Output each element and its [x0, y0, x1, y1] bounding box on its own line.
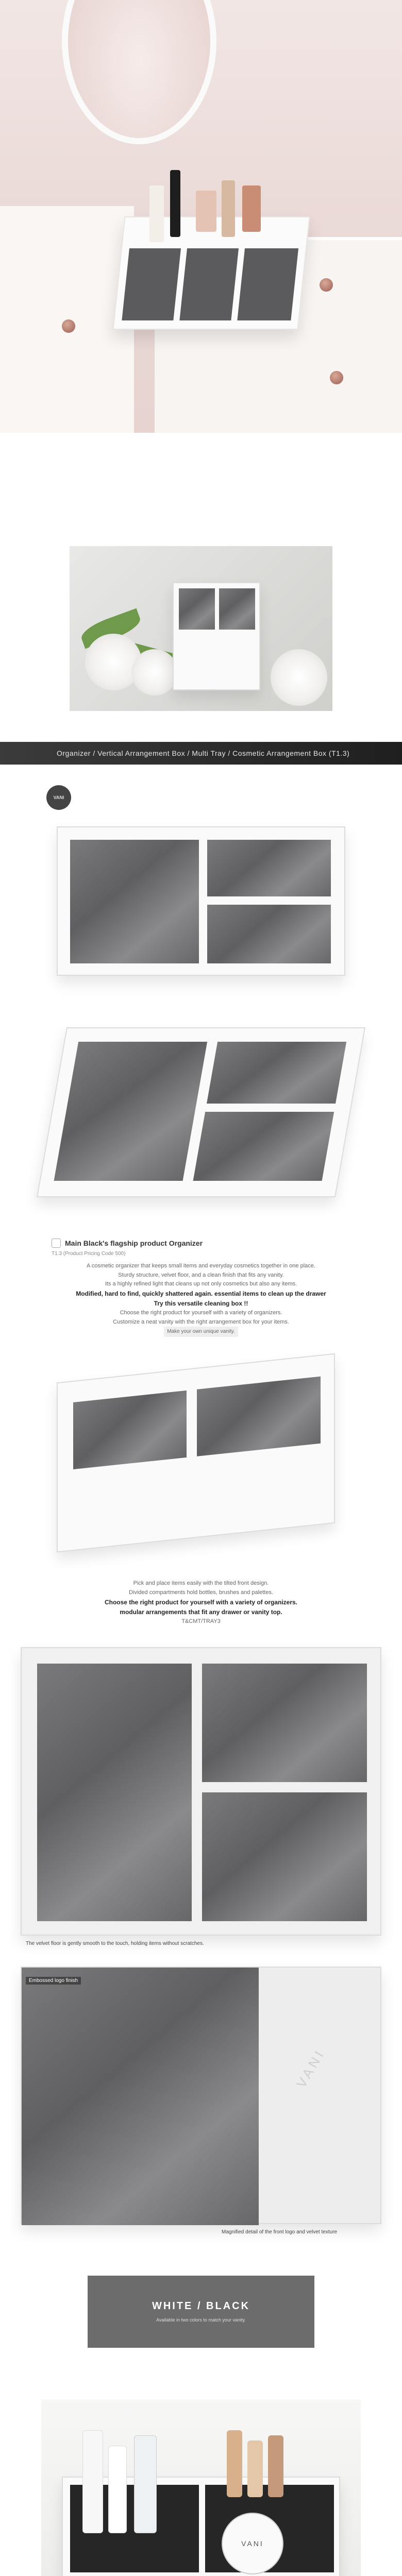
colors-banner — [0, 2245, 402, 2379]
closeup-velvet-section — [0, 1637, 402, 1956]
organizer-top-view — [57, 826, 345, 976]
product-view-angle-1 — [0, 765, 402, 1007]
product-view-side — [0, 1347, 402, 1574]
color-sub: Available in two colors to match your vanity. — [156, 2317, 246, 2323]
cosmetic-jar: VANI — [222, 2513, 283, 2574]
closeup-caption: The velvet floor is gently smooth to the touch, holding items without scratches. — [26, 1940, 204, 1946]
flower-organizer-photo — [70, 546, 332, 711]
organizer-with-cosmetics — [62, 2477, 340, 2576]
closeup-logo-section — [0, 1956, 402, 2245]
drawer-knob-icon — [330, 371, 343, 384]
description-small: Pick and place items easily with the tilted front design. — [133, 1580, 269, 1587]
cosmetic-bottle — [149, 185, 164, 242]
organizer-velvet-slot — [219, 588, 255, 630]
product-thumbnail-icon — [52, 1239, 61, 1248]
organizer-velvet-slot — [207, 1042, 346, 1104]
drawer-knob-icon — [62, 319, 75, 333]
brand-logo-badge: VANI — [46, 785, 71, 810]
description-emphasis: Choose the right product for yourself with a variety of organizers. — [104, 1598, 298, 1606]
description-line: A cosmetic organizer that keeps small items and everyday cosmetics together in one place. — [87, 1263, 315, 1269]
cosmetic-bottle — [227, 2430, 242, 2497]
closeup-velvet-slot — [202, 1664, 367, 1782]
flower — [131, 649, 178, 696]
colors-card — [88, 2276, 314, 2348]
closeup-velvet-panel — [22, 1968, 259, 2225]
organizer-velvet-slot — [179, 588, 215, 630]
description-line: Its a highly refined light that cleans up not only cosmetics but also any items. — [105, 1281, 297, 1287]
organizer-velvet-slot — [207, 840, 331, 896]
closeup-organizer-logo — [21, 1967, 381, 2224]
color-names: WHITE / BLACK — [152, 2300, 250, 2312]
product-title: Organizer / Vertical Arrangement Box / Multi Tray / Cosmetic Arrangement Box (T1.3) — [57, 749, 350, 757]
cosmetic-bottle — [247, 2441, 263, 2497]
organizer-velvet-slot — [73, 1391, 187, 1469]
description-heading-row — [52, 1239, 350, 1248]
description-small: Divided compartments hold bottles, brushes and palettes. — [128, 1589, 274, 1596]
description-heading: Main Black's flagship product Organizer — [65, 1239, 203, 1247]
organizer-slot — [237, 248, 298, 320]
closeup-caption: Magnified detail of the front logo and velvet texture — [222, 2229, 338, 2235]
description-note: T1.3 (Product Pricing Code 500) — [52, 1251, 126, 1257]
hero-vanity-photo — [0, 0, 402, 433]
closeup-velvet-slot — [37, 1664, 192, 1921]
vanity-mirror — [62, 0, 216, 144]
drawer-knob-icon — [320, 278, 333, 292]
description-emphasis: Modified, hard to find, quickly shattered again. essential items to clean up the drawer — [76, 1290, 326, 1297]
organizer-velvet-large-slot — [70, 840, 199, 963]
description-line: Sturdy structure, velvet floor, and a clean finish that fits any vanity. — [118, 1272, 284, 1278]
secondary-description — [0, 1574, 402, 1636]
organizer-slot — [179, 248, 239, 320]
description-highlight: Make your own unique vanity. — [164, 1327, 238, 1337]
product-tag: T&CMT/TRAY3 — [181, 1618, 221, 1624]
product-view-angle-2 — [0, 1007, 402, 1228]
cosmetic-bottle — [196, 191, 216, 232]
description-emphasis: modular arrangements that fit any drawer or vanity top. — [120, 1608, 282, 1616]
organizer-velvet-slot — [207, 905, 331, 963]
flower-organizer-photo-section — [0, 433, 402, 721]
cosmetic-bottle — [222, 180, 235, 237]
organizer-angled-view — [37, 1027, 365, 1197]
flower — [271, 649, 327, 706]
cosmetic-bottle — [108, 2446, 127, 2533]
cosmetic-bottle — [268, 2435, 283, 2497]
organizer-velvet-slot — [193, 1112, 334, 1181]
description-small: Customize a neat vanity with the right arrangement box for your items. — [113, 1318, 289, 1325]
product-title-bar — [0, 742, 402, 765]
organizer-velvet-large-slot — [54, 1042, 208, 1181]
cosmetic-bottle — [170, 170, 180, 237]
cosmetic-scene-1 — [0, 2389, 402, 2576]
description-small: Choose the right product for yourself with a variety of organizers. — [120, 1310, 282, 1316]
scene-background — [41, 2399, 361, 2576]
cosmetic-bottle — [134, 2435, 157, 2533]
closeup-caption: Embossed logo finish — [26, 1977, 81, 1985]
embossed-logo: VANI — [293, 2045, 328, 2091]
standing-organizer — [173, 582, 260, 690]
hero-organizer — [112, 216, 310, 330]
organizer-side-view — [57, 1353, 335, 1553]
cosmetic-bottle — [82, 2430, 103, 2533]
product-description — [0, 1228, 402, 1347]
closeup-organizer — [21, 1647, 381, 1936]
cosmetic-bottle — [242, 185, 261, 232]
organizer-slot — [122, 248, 181, 320]
organizer-velvet-slot — [197, 1377, 321, 1456]
description-emphasis: Try this versatile cleaning box !! — [154, 1299, 248, 1307]
closeup-velvet-slot — [202, 1792, 367, 1921]
